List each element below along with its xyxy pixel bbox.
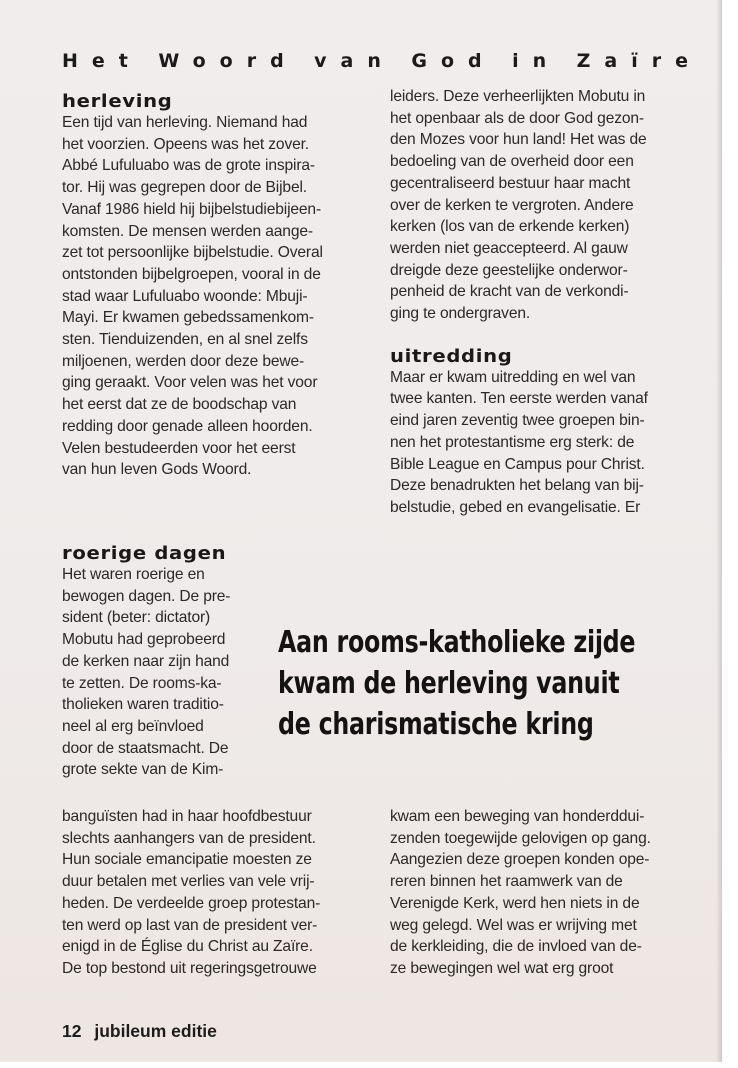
text-line: zenden toegewijde gelovigen op gang. (390, 829, 651, 847)
text-line: enigd in de Église du Christ au Zaïre. (62, 938, 313, 956)
running-head (62, 50, 702, 72)
text-line: Verenigde Kerk, werd hen niets in de (390, 894, 640, 912)
text-line: Velen bestudeerden voor het eerst (62, 439, 296, 457)
text-line: Vanaf 1986 hield hij bijbelstudiebijeen- (62, 200, 321, 218)
left-column-bottom (62, 806, 380, 980)
text-line: Aangezien deze groepen konden ope- (390, 851, 650, 869)
text-line: zet tot persoonlijke bijbelstudie. Overal (62, 244, 323, 262)
text-line: dreigde deze geestelijke onderwor- (390, 261, 628, 279)
text-line: weg gelegd. Wel was er wrijving met (390, 916, 637, 934)
text-line: kwam een beweging van honderddui- (390, 808, 645, 825)
body-text (390, 367, 710, 519)
running-head-word: Woord (158, 50, 298, 72)
running-head-word: God (411, 50, 496, 72)
text-line: sten. Tienduizenden, en al snel zelfs (62, 331, 308, 349)
text-line: leiders. Deze verheerlijkten Mobutu in (390, 88, 646, 105)
text-line: Abbé Lufuluabo was de grote inspira- (62, 157, 315, 175)
text-line: het eerst dat ze de boodschap van (62, 396, 297, 414)
text-line: duur betalen met verlies van vele vrij- (62, 873, 315, 891)
right-column-top (390, 86, 710, 519)
text-line: ze bewegingen wel wat erg groot (390, 959, 614, 977)
running-head-word: Het (62, 50, 142, 72)
text-line: stad waar Lufuluabo woonde: Mbuji- (62, 287, 308, 305)
text-line: Maar er kwam uitredding en wel van (390, 368, 636, 386)
text-line: slechts aanhangers van de president. (62, 829, 316, 847)
running-head-word: in (512, 50, 561, 72)
text-line: Mobutu had geprobeerd (62, 631, 226, 649)
page-number: 12 (62, 1021, 82, 1041)
text-line: gecentraliseerd bestuur haar macht (390, 174, 631, 192)
text-line: Hun sociale emancipatie moesten ze (62, 851, 312, 869)
text-line: De top bestond uit regeringsgetrouwe (62, 959, 317, 977)
text-line: Mayi. Er kwamen gebedssamenkom- (62, 309, 314, 327)
text-line: penheid de kracht van de verkondi- (390, 283, 629, 301)
text-line: door de staatsmacht. De (62, 739, 229, 757)
text-line: te zetten. De rooms-ka- (62, 674, 222, 692)
text-line: ten werd op last van de president ver- (62, 916, 318, 934)
pull-quote-line: Aan rooms-katholieke zijde (278, 625, 636, 660)
text-line: nen het protestantisme erg sterk: de (390, 433, 635, 451)
section-herleving (62, 92, 380, 481)
text-line: werden niet geaccepteerd. Al gauw (390, 239, 628, 257)
running-head-word: van (314, 50, 395, 72)
right-column-bottom (390, 806, 710, 980)
section-roerige-dagen (62, 544, 277, 781)
text-line: Het waren roerige en (62, 566, 205, 583)
body-text (390, 86, 710, 325)
section-heading: herleving (62, 92, 173, 112)
text-line: de kerkleiding, die de invloed van de- (390, 938, 642, 956)
text-line: ging te ondergraven. (390, 305, 531, 323)
pull-quote-line: kwam de herleving vanuit (278, 666, 620, 701)
text-line: neel al erg beïnvloed (62, 717, 204, 735)
text-line: komsten. De mensen werden aange- (62, 222, 313, 240)
text-line: banguïsten had in haar hoofdbestuur (62, 808, 312, 825)
text-line: ging geraakt. Voor velen was het voor (62, 374, 318, 392)
text-line: eind jaren zeventig twee groepen bin- (390, 412, 645, 430)
text-line: bedoeling van de overheid door een (390, 153, 634, 171)
text-line: reren binnen het raamwerk van de (390, 873, 623, 891)
text-line: redding door genade alleen hoorden. (62, 417, 313, 435)
text-line: het openbaar als de door God gezon- (390, 109, 644, 127)
text-line: Bible League en Campus pour Christ. (390, 455, 645, 473)
text-line: kerken (los van de erkende kerken) (390, 218, 630, 236)
text-line: de kerken naar zijn hand (62, 652, 230, 670)
text-line: bewogen dagen. De pre- (62, 587, 231, 605)
text-line: het voorzien. Opeens was het zover. (62, 135, 309, 153)
text-line: tholieken waren traditio- (62, 696, 224, 714)
body-text (62, 112, 380, 481)
page-edge-shadow (716, 0, 722, 1062)
text-line: miljoenen, werden door deze bewe- (62, 352, 305, 370)
page-footer (62, 1021, 217, 1042)
text-line: heden. De verdeelde groep protestan- (62, 894, 321, 912)
section-heading: roerige dagen (62, 544, 227, 564)
text-line: Een tijd van herleving. Niemand had (62, 114, 308, 131)
publication-name: jubileum editie (94, 1021, 217, 1041)
text-line: belstudie, gebed en evangelisatie. Er (390, 498, 641, 516)
section-heading: uitredding (390, 346, 513, 367)
pull-quote-line: de charismatische kring (278, 707, 594, 742)
text-line: grote sekte van de Kim- (62, 761, 224, 779)
text-line: ontstonden bijbelgroepen, vooral in de (62, 265, 321, 283)
text-line: sident (beter: dictator) (62, 609, 211, 627)
body-text (62, 564, 277, 781)
pull-quote (278, 622, 656, 745)
running-head-word: Zaïre (576, 50, 702, 72)
text-line: den Mozes voor hun land! Het was de (390, 131, 647, 149)
text-line: over de kerken te vergroten. Andere (390, 196, 634, 214)
text-line: van hun leven Gods Woord. (62, 461, 252, 479)
text-line: tor. Hij was gegrepen door de Bijbel. (62, 179, 307, 197)
text-line: Deze benadrukten het belang van bij- (390, 477, 644, 495)
text-line: twee kanten. Ten eerste werden vanaf (390, 390, 648, 408)
